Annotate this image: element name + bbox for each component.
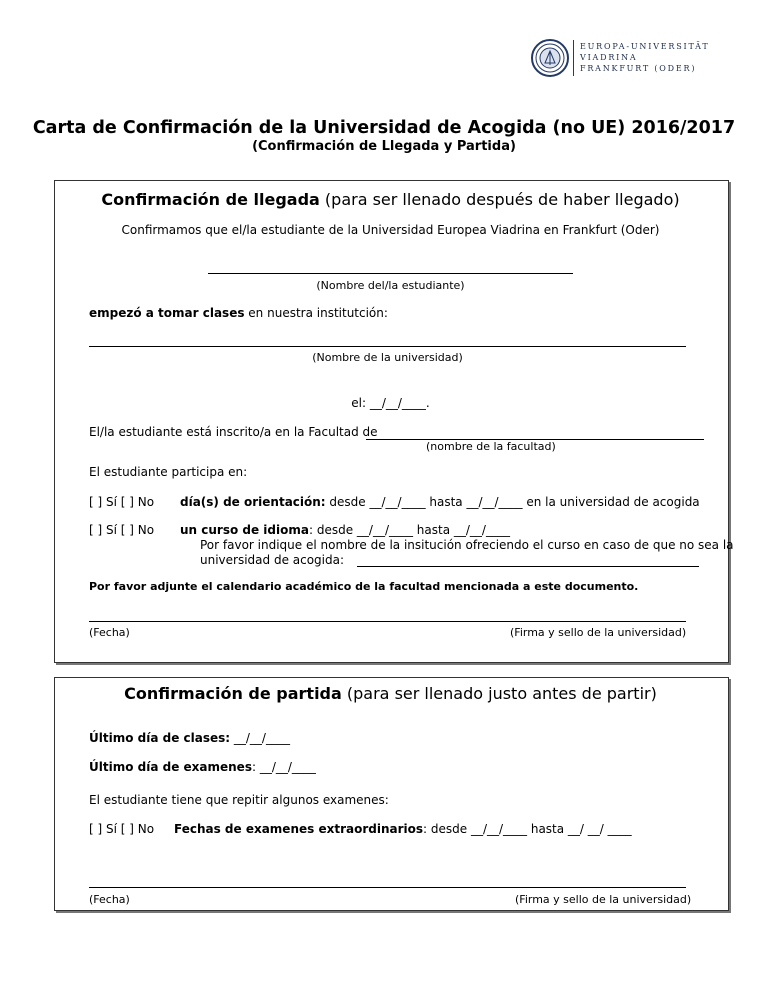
orientation-checkbox[interactable]: [ ] Sí [ ] No	[89, 495, 155, 509]
faculty-caption: (nombre de la facultad)	[426, 440, 556, 453]
logo-line-3: FRANKFURT (ODER)	[580, 64, 697, 73]
repeat-exams-checkbox[interactable]: [ ] Sí [ ] No	[89, 822, 155, 836]
university-seal-icon	[530, 38, 570, 78]
university-name-line[interactable]	[89, 346, 686, 347]
page-title: Carta de Confirmación de la Universidad de Acogida (no UE) 2016/2017	[32, 118, 736, 138]
course-note-2: universidad de acogida:	[200, 553, 345, 567]
page-subtitle: (Confirmación de Llegada y Partida)	[252, 139, 516, 154]
last-class-day[interactable]: Último día de clases: __/__/____	[89, 731, 290, 745]
last-exam-day[interactable]: Último día de examenes: __/__/____	[89, 760, 316, 774]
faculty-label: El/la estudiante está inscrito/a en la Facultad de	[89, 425, 378, 439]
arrival-date-field[interactable]: el: __/__/____.	[351, 396, 430, 410]
departure-date-caption: (Fecha)	[89, 893, 130, 906]
orientation-text: día(s) de orientación: desde __/__/____ hasta __/__/____ en la universidad de acogida	[180, 495, 700, 509]
course-checkbox[interactable]: [ ] Sí [ ] No	[89, 523, 155, 537]
university-name-caption: (Nombre de la universidad)	[312, 351, 463, 364]
logo-line-1: EUROPA-UNIVERSITÄT	[580, 42, 710, 51]
arrival-intro: Confirmamos que el/la estudiante de la Universidad Europea Viadrina en Frankfurt (Oder)	[121, 223, 660, 237]
arrival-signature-line[interactable]	[89, 621, 686, 622]
course-institution-line[interactable]	[357, 566, 699, 567]
student-name-caption: (Nombre del/la estudiante)	[316, 279, 465, 292]
departure-heading: Confirmación de partida (para ser llenado justo antes de partir)	[124, 684, 657, 703]
logo-line-2: VIADRINA	[580, 53, 638, 62]
started-classes-text: empezó a tomar clases en nuestra institutción:	[89, 306, 388, 320]
extra-exam-dates: Fechas de examenes extraordinarios: desde __/__/____ hasta __/ __/ ____	[174, 822, 632, 836]
course-text: un curso de idioma: desde __/__/____ hasta __/__/____	[180, 523, 510, 537]
course-note-1: Por favor indique el nombre de la insitución ofreciendo el curso en caso de que no sea la	[200, 538, 734, 552]
university-logo	[530, 38, 710, 80]
departure-signature-caption: (Firma y sello de la universidad)	[515, 893, 692, 906]
departure-signature-line[interactable]	[89, 887, 686, 888]
repeat-exams-label: El estudiante tiene que repitir algunos examenes:	[89, 793, 389, 807]
participates-label: El estudiante participa en:	[89, 465, 248, 479]
attach-calendar-note: Por favor adjunte el calendario académico de la facultad mencionada a este documento.	[89, 580, 639, 593]
arrival-heading: Confirmación de llegada (para ser llenado después de haber llegado)	[101, 190, 680, 209]
arrival-signature-caption: (Firma y sello de la universidad)	[510, 626, 687, 639]
arrival-date-caption: (Fecha)	[89, 626, 130, 639]
student-name-line[interactable]	[208, 273, 573, 274]
